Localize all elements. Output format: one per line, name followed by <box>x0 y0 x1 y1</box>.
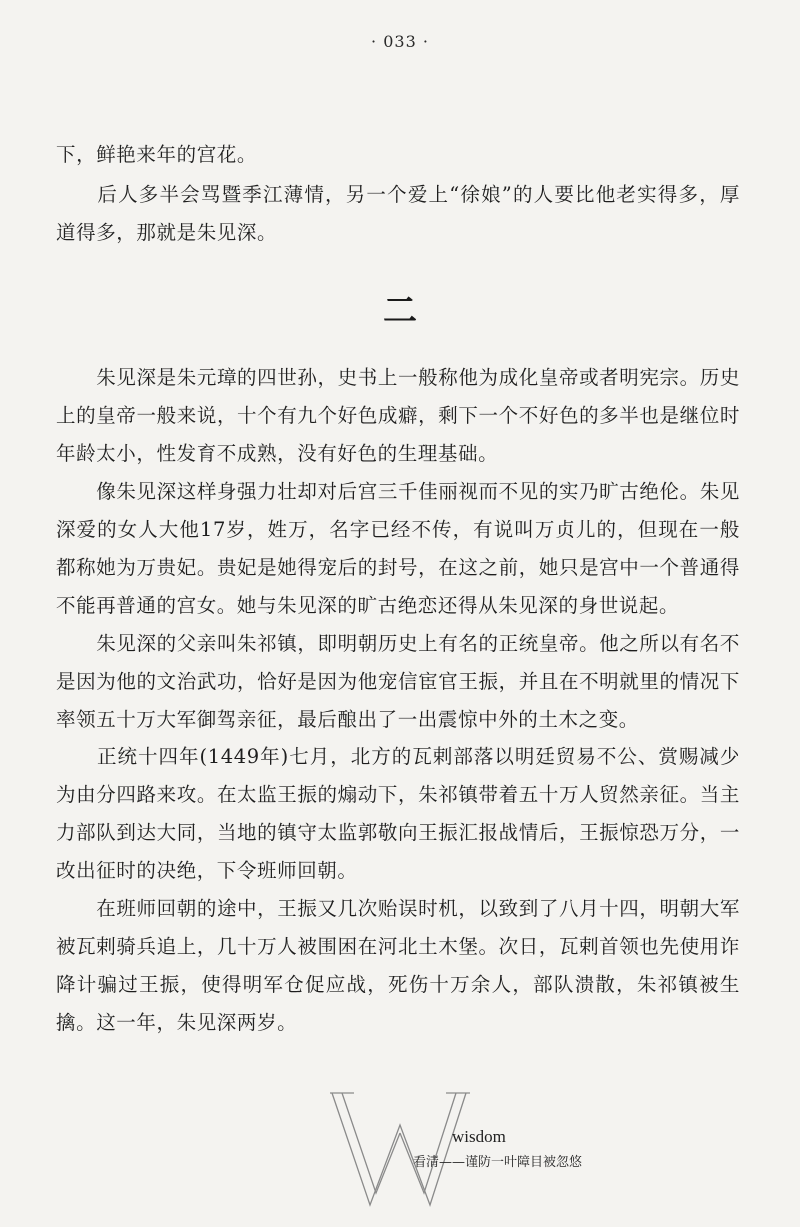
paragraph-6: 正统十四年(1449年)七月，北方的瓦剌部落以明廷贸易不公、赏赐减少为由分四路来攻。在太监王振的煽动下，朱祁镇带着五十万人贸然亲征。当主力部队到达大同，当地的镇守太监郭敬向王振汇报战情后，王振惊恐万分，一改出征时的决绝，下令班师回朝。 <box>56 745 740 882</box>
paragraph-5: 朱见深的父亲叫朱祁镇，即明朝历史上有名的正统皇帝。他之所以有名不是因为他的文治武功，恰好是因为他宠信宦官王振，并且在不明就里的情况下率领五十万大军御驾亲征，最后酿出了一出震惊中外的土木之变。 <box>56 632 740 731</box>
section-heading: 二 <box>383 291 417 331</box>
paragraph-2: 后人多半会骂暨季江薄情，另一个爱上“徐娘”的人要比他老实得多，厚道得多，那就是朱见深。 <box>56 183 740 244</box>
paragraph-4: 像朱见深这样身强力壮却对后宫三千佳丽视而不见的实乃旷古绝伦。朱见深爱的女人大他17岁，姓万，名字已经不传，有说叫万贞儿的，但现在一般都称她为万贵妃。贵妃是她得宠后的封号，在这之前，她只是宫中一个普通得不能再普通的宫女。她与朱见深的旷古绝恋还得从朱见深的身世说起。 <box>56 480 740 617</box>
footer-logo-word: wisdom <box>452 1127 506 1146</box>
footer-logo <box>330 1085 650 1215</box>
paragraph-7: 在班师回朝的途中，王振又几次贻误时机，以致到了八月十四，明朝大军被瓦剌骑兵追上，几十万人被围困在河北土木堡。次日，瓦剌首领也先使用诈降计骗过王振，使得明军仓促应战，死伤十万余人，部队溃散，朱祁镇被生擒。这一年，朱见深两岁。 <box>56 897 740 1034</box>
footer-slogan: 看清——谨防一叶障目被忽悠 <box>413 1155 583 1170</box>
page-number: · 033 · <box>371 32 429 51</box>
paragraph-1: 下，鲜艳来年的宫花。 <box>56 143 258 166</box>
w-monogram-icon <box>330 1085 480 1215</box>
paragraph-3: 朱见深是朱元璋的四世孙，史书上一般称他为成化皇帝或者明宪宗。历史上的皇帝一般来说，十个有九个好色成癖，剩下一个不好色的多半也是继位时年龄太小，性发育不成熟，没有好色的生理基础。 <box>56 366 740 465</box>
